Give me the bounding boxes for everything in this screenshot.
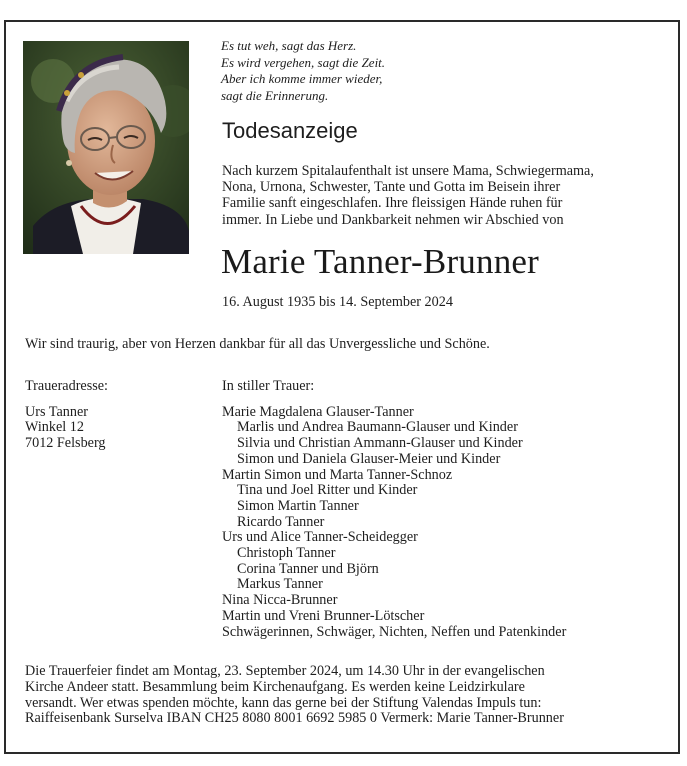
address-line: Winkel 12 [25, 419, 84, 436]
poem-line: Es tut weh, sagt das Herz. [221, 38, 357, 53]
mourning-address [25, 379, 108, 452]
mourners-label: In stiller Trauer: [222, 378, 315, 394]
intro-line: Nach kurzem Spitalaufenthalt ist unsere Mama, Schwiegermama, [222, 163, 594, 179]
footer-line: versandt. Wer etwas spenden möchte, kann das gerne bei der Stiftung Valendas Impuls tun: [25, 694, 542, 711]
address-line: 7012 Felsberg [25, 435, 106, 452]
address-label: Traueradresse: [25, 378, 108, 394]
mourner-line: Markus Tanner [237, 576, 323, 593]
footer-line: Kirche Andeer statt. Besammlung beim Kirchenaufgang. Es werden keine Leidzirkulare [25, 678, 525, 695]
mourner-line: Simon und Daniela Glauser-Meier und Kinder [237, 450, 501, 467]
mourners-list [222, 379, 566, 640]
poem [221, 38, 385, 104]
mourner-line: Silvia und Christian Ammann-Glauser und Kinder [237, 435, 523, 452]
mourner-line: Schwägerinnen, Schwäger, Nichten, Neffen und Patenkinder [222, 623, 567, 640]
mourner-line: Martin und Vreni Brunner-Lötscher [222, 607, 425, 624]
poem-line: Es wird vergehen, sagt die Zeit. [221, 54, 386, 70]
mourner-line: Marie Magdalena Glauser-Tanner [222, 403, 414, 420]
address-line: Urs Tanner [25, 403, 88, 420]
poem-line: sagt die Erinnerung. [221, 87, 329, 103]
notice-heading: Todesanzeige [222, 118, 358, 143]
portrait-photo [23, 41, 189, 254]
mourner-line: Simon Martin Tanner [237, 497, 359, 514]
mourner-line: Tina und Joel Ritter und Kinder [237, 482, 418, 499]
mourner-line: Corina Tanner und Björn [237, 560, 379, 577]
intro-line: Nona, Urnona, Schwester, Tante und Gotta im Beisein ihrer [222, 179, 561, 196]
mourner-line: Urs und Alice Tanner-Scheidegger [222, 529, 418, 546]
deceased-name: Marie Tanner-Brunner [221, 242, 539, 281]
mourner-line: Martin Simon und Marta Tanner-Schnoz [222, 466, 453, 483]
funeral-info [25, 664, 564, 727]
intro-line: Familie sanft eingeschlafen. Ihre fleissigen Hände ruhen für [222, 195, 563, 212]
footer-line: Raiffeisenbank Surselva IBAN CH25 8080 8001 6692 5985 0 Vermerk: Marie Tanner-Brunner [25, 710, 564, 727]
mourner-line: Christoph Tanner [237, 545, 336, 562]
intro-line: immer. In Liebe und Dankbarkeit nehmen wir Abschied von [222, 211, 564, 228]
mourner-line: Marlis und Andrea Baumann-Glauser und Kinder [237, 419, 518, 436]
mourner-line: Nina Nicca-Brunner [222, 592, 338, 609]
intro-text [222, 163, 667, 228]
footer-line: Die Trauerfeier findet am Montag, 23. September 2024, um 14.30 Uhr in der evangelischen [25, 663, 545, 679]
poem-line: Aber ich komme immer wieder, [221, 71, 383, 86]
life-dates: 16. August 1935 bis 14. September 2024 [222, 294, 453, 310]
mourner-line: Ricardo Tanner [237, 513, 325, 530]
thanks-text: Wir sind traurig, aber von Herzen dankbar für all das Unvergessliche und Schöne. [25, 336, 490, 352]
